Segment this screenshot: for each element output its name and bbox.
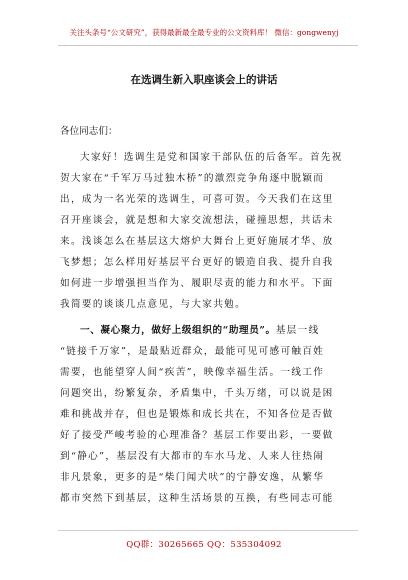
- paragraph-line: 飞梦想；怎么样用好基层平台更好的锻造自我、提升自我: [60, 257, 334, 268]
- paragraph-line: 来。浅谈怎么在基层这大熔炉大舞台上更好施展才华、放: [60, 236, 334, 247]
- paragraph-line: “链接千万家”，是最贴近群众，最能可见可感可触百姓: [60, 346, 325, 357]
- paragraph-line: 需要，也能望穿人间“疾苦”，映像幸福生活。一线工作: [60, 367, 325, 378]
- paragraph-line: 出，成为一名光荣的选调生，可喜可贺。今天我们在这里: [60, 194, 334, 205]
- header-promo-note: 关注头条号“公文研究”，获得最新最全最专业的公文资料库！ 微信：gongwenyj: [69, 28, 339, 37]
- header-divider: [58, 45, 358, 46]
- paragraph-first-line: [80, 325, 320, 337]
- paragraph-line: 难和挑战并存，但也是锻炼和成长共在，不知各位是否做: [60, 409, 334, 420]
- paragraph-line: 非凡景象，更多的是“柴门闻犬吠”的宁静安逸，从繁华: [60, 472, 325, 483]
- section-heading: 一、凝心聚力，做好上级组织的“助理员”。: [80, 325, 276, 336]
- paragraph-line: 贺大家在“千军万马过独木桥”的激烈竞争角逐中脱颖而: [60, 173, 325, 184]
- paragraph-line: 问题突出，纷繁复杂，矛盾集中，千头万绪，可以说是困: [60, 388, 334, 399]
- salutation: 各位同志们：: [60, 126, 118, 137]
- footer-contact: QQ群：30265665 QQ：535304092: [126, 540, 282, 550]
- paragraph-text: 基层一线: [275, 325, 320, 336]
- paragraph-line: 如何进一步增强担当作为、履职尽责的能力和水平。下面: [60, 278, 334, 289]
- paragraph-line: 召开座谈会，就是想和大家交流想法，碰撞思想，共话未: [60, 215, 334, 226]
- paragraph-line: 大家好！选调生是党和国家干部队伍的后备军。首先祝: [80, 152, 343, 163]
- paragraph-line: 好了接受严峻考验的心理准备？基层工作要出彩，一要做: [60, 430, 334, 441]
- paragraph-line: 都市突然下到基层，这种生活场景的互换，有些同志可能: [60, 493, 334, 504]
- paragraph-line: 我简要的谈谈几点意见，与大家共勉。: [60, 299, 247, 310]
- document-title: 在选调生新入职座谈会上的讲话: [130, 74, 278, 86]
- paragraph-line: 到“静心”，基层没有大都市的车水马龙、人来人往热闹: [60, 451, 325, 462]
- footer-divider: [58, 530, 358, 531]
